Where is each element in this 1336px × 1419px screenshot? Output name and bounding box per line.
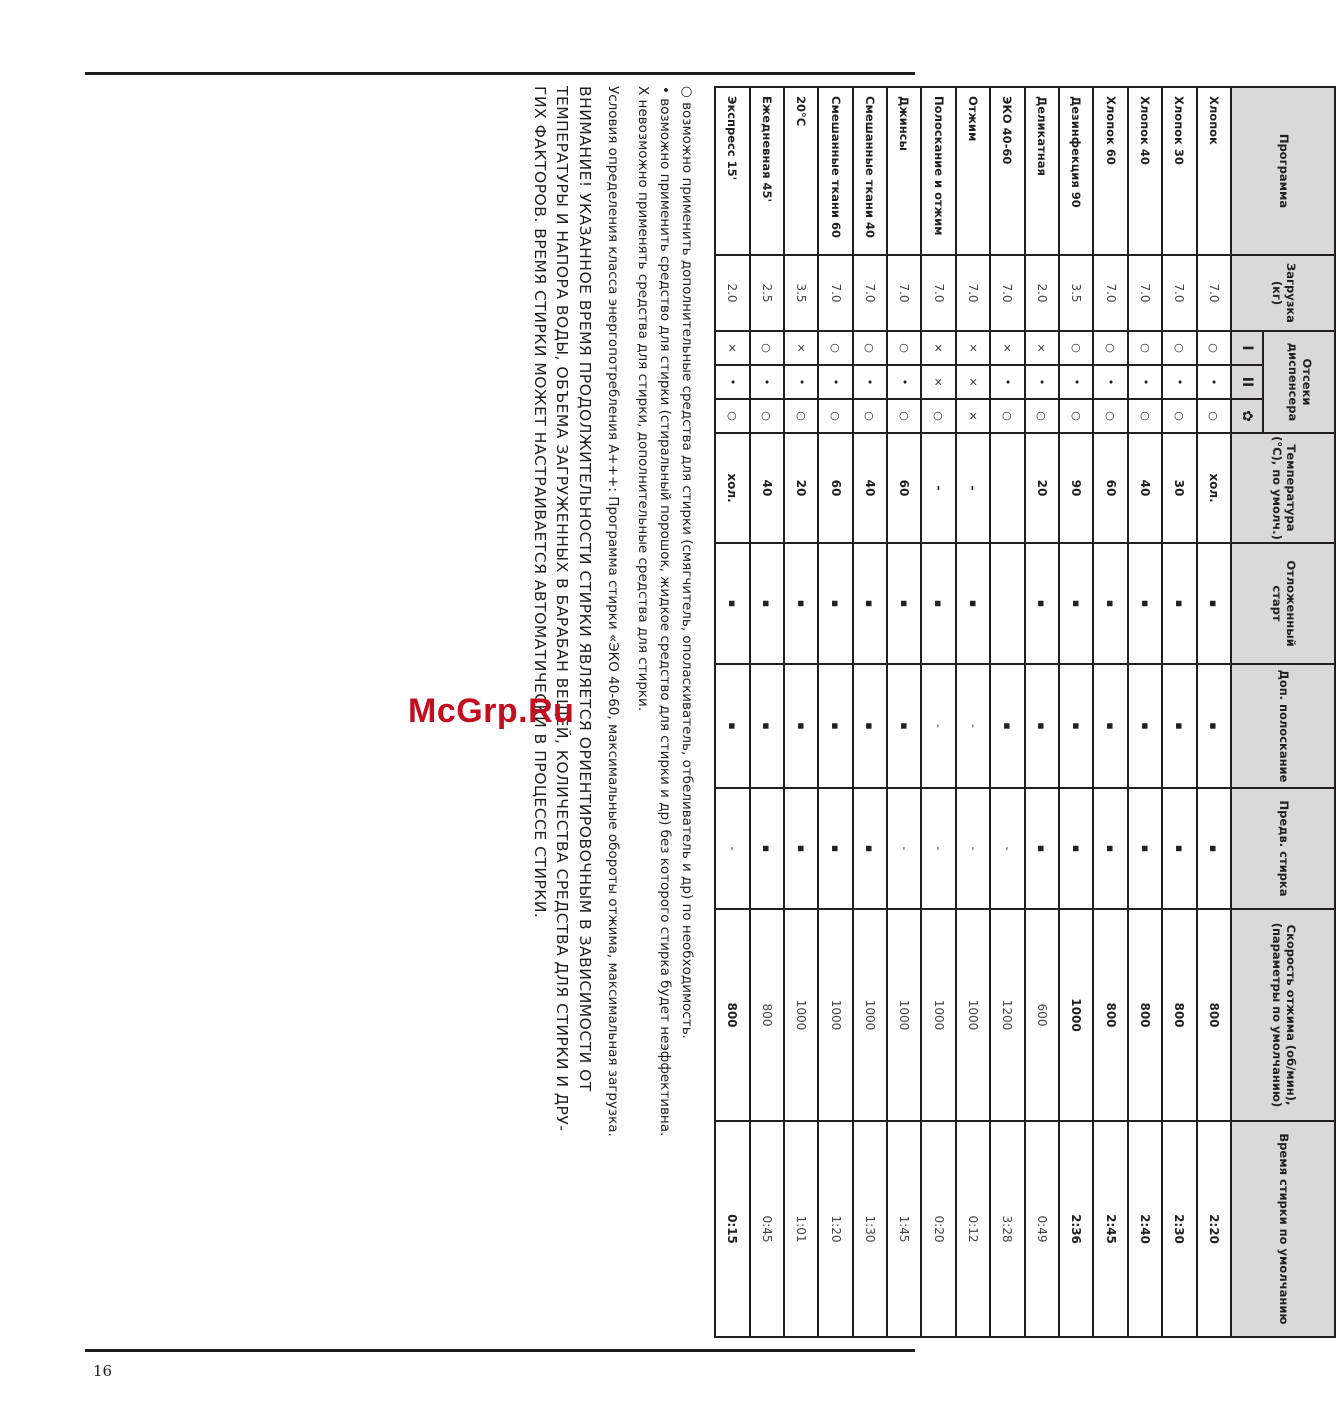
- wash-time-cell: 0:12: [956, 1121, 990, 1337]
- wash-time-cell: 2:40: [1128, 1121, 1162, 1337]
- header-dispenser: Отсеки диспенсера: [1263, 331, 1335, 433]
- extra-rinse-cell: ▪: [1059, 664, 1093, 788]
- program-name-cell: Экспресс 15': [715, 87, 749, 255]
- compartment-3-cell: ○: [1059, 399, 1093, 433]
- compartment-1-cell: ×: [956, 331, 990, 365]
- header-wash-time: Время стирки по умолчанию: [1231, 1121, 1335, 1337]
- prewash-cell: ▪: [853, 788, 887, 909]
- program-name-cell: Отжим: [956, 87, 990, 255]
- table-row: [1093, 87, 1127, 1337]
- rotated-content: [506, 86, 1336, 1336]
- prewash-cell: -: [990, 788, 1024, 909]
- program-name-cell: Хлопок 60: [1093, 87, 1127, 255]
- compartment-2-cell: •: [784, 365, 818, 399]
- compartment-1-cell: ○: [1059, 331, 1093, 365]
- wash-time-cell: 2:30: [1162, 1121, 1196, 1337]
- spin-speed-cell: 1000: [956, 909, 990, 1121]
- compartment-1-cell: ×: [990, 331, 1024, 365]
- spin-speed-cell: 800: [1197, 909, 1231, 1121]
- temperature-cell: 40: [1128, 433, 1162, 543]
- extra-rinse-cell: ▪: [784, 664, 818, 788]
- load-cell: 3.5: [784, 255, 818, 331]
- extra-rinse-cell: ▪: [1197, 664, 1231, 788]
- extra-rinse-cell: ▪: [818, 664, 852, 788]
- wash-time-cell: 0:15: [715, 1121, 749, 1337]
- temperature-cell: 30: [1162, 433, 1196, 543]
- program-name-cell: Хлопок: [1197, 87, 1231, 255]
- wash-time-cell: 2:20: [1197, 1121, 1231, 1337]
- temperature-cell: 60: [818, 433, 852, 543]
- compartment-3-cell: ○: [1128, 399, 1162, 433]
- header-program: Программа: [1231, 87, 1335, 255]
- warning-line: ТЕМПЕРАТУРЫ И НАПОРА ВОДЫ, ОБЪЕМА ЗАГРУЖЕННЫХ В БАРАБАН ВЕЩЕЙ, КОЛИЧЕСТВА СРЕДСТВА ДЛЯ СТИРКИ И ДРУ-: [553, 86, 572, 1132]
- delayed-start-cell: ▪: [1093, 543, 1127, 664]
- temperature-cell: хол.: [1197, 433, 1231, 543]
- compartment-2-cell: •: [1128, 365, 1162, 399]
- header-temperature: Температура (°C), по умолч.): [1231, 433, 1335, 543]
- delayed-start-cell: [990, 543, 1024, 664]
- compartment-2-cell: •: [1093, 365, 1127, 399]
- header-compartment-1: I: [1231, 331, 1263, 365]
- table-row: [784, 87, 818, 1337]
- prewash-cell: ▪: [1059, 788, 1093, 909]
- warning-line: ГИХ ФАКТОРОВ. ВРЕМЯ СТИРКИ МОЖЕТ НАСТРАИВАЕТСЯ АВТОМАТИЧЕСКИ В ПРОЦЕССЕ СТИРКИ.: [531, 86, 549, 919]
- prewash-cell: ▪: [1093, 788, 1127, 909]
- prewash-cell: ▪: [750, 788, 784, 909]
- compartment-3-cell: ○: [784, 399, 818, 433]
- program-name-cell: Деликатная: [1025, 87, 1059, 255]
- delayed-start-cell: ▪: [1128, 543, 1162, 664]
- delayed-start-cell: ▪: [784, 543, 818, 664]
- program-name-cell: Ежедневная 45': [750, 87, 784, 255]
- watermark-text: McGrp.Ru: [408, 692, 575, 730]
- spin-speed-cell: 1000: [921, 909, 955, 1121]
- table-row: [887, 87, 921, 1337]
- wash-time-cell: 3:28: [990, 1121, 1024, 1337]
- temperature-cell: [990, 433, 1024, 543]
- wash-time-cell: 2:45: [1093, 1121, 1127, 1337]
- temperature-cell: 60: [1093, 433, 1127, 543]
- wash-time-cell: 0:20: [921, 1121, 955, 1337]
- legend-optional: ○ возможно применить дополнительные средства для стирки (смягчитель, ополаскиватель, отбеливатель и др) по необходимость.: [679, 86, 695, 1039]
- table-row: [956, 87, 990, 1337]
- prewash-cell: -: [921, 788, 955, 909]
- load-cell: 2.0: [1025, 255, 1059, 331]
- program-name-cell: ЭКО 40-60: [990, 87, 1024, 255]
- load-cell: 7.0: [1197, 255, 1231, 331]
- extra-rinse-cell: ▪: [1128, 664, 1162, 788]
- spin-speed-cell: 1000: [887, 909, 921, 1121]
- prewash-cell: ▪: [818, 788, 852, 909]
- compartment-1-cell: ×: [1025, 331, 1059, 365]
- compartment-1-cell: ×: [921, 331, 955, 365]
- spin-speed-cell: 800: [1128, 909, 1162, 1121]
- table-row: [1162, 87, 1196, 1337]
- header-extra-rinse: Доп. полоскание: [1231, 664, 1335, 788]
- wash-time-cell: 1:45: [887, 1121, 921, 1337]
- table-row: [853, 87, 887, 1337]
- compartment-1-cell: ○: [1093, 331, 1127, 365]
- table-row: [990, 87, 1024, 1337]
- wash-time-cell: 1:30: [853, 1121, 887, 1337]
- compartment-3-cell: ○: [750, 399, 784, 433]
- compartment-1-cell: ○: [1162, 331, 1196, 365]
- load-cell: 2.5: [750, 255, 784, 331]
- legend-required: • возможно применить средство для стирки (стиральный порошок, жидкое средство для стирки и др) без которого стирка будет неэффективна.: [657, 86, 673, 1137]
- compartment-3-cell: ○: [887, 399, 921, 433]
- compartment-2-cell: •: [818, 365, 852, 399]
- temperature-cell: 20: [1025, 433, 1059, 543]
- compartment-1-cell: ○: [887, 331, 921, 365]
- compartment-1-cell: ○: [818, 331, 852, 365]
- temperature-cell: -: [956, 433, 990, 543]
- load-cell: 7.0: [1093, 255, 1127, 331]
- energy-class-conditions: Условия определения класса энергопотребления А+++: Программа стирки «ЭКО 40-60, максимальные обороты отжима, максимальная загрузка.: [605, 86, 621, 1137]
- compartment-1-cell: ○: [750, 331, 784, 365]
- compartment-2-cell: ×: [921, 365, 955, 399]
- delayed-start-cell: ▪: [956, 543, 990, 664]
- program-name-cell: Дезинфекция 90: [1059, 87, 1093, 255]
- spin-speed-cell: 1000: [818, 909, 852, 1121]
- compartment-2-cell: •: [1197, 365, 1231, 399]
- compartment-2-cell: •: [990, 365, 1024, 399]
- header-compartment-2: II: [1231, 365, 1263, 399]
- spin-speed-cell: 1200: [990, 909, 1024, 1121]
- delayed-start-cell: ▪: [887, 543, 921, 664]
- program-name-cell: Полоскание и отжим: [921, 87, 955, 255]
- table-row: [921, 87, 955, 1337]
- compartment-3-cell: ○: [921, 399, 955, 433]
- spin-speed-cell: 800: [1162, 909, 1196, 1121]
- load-cell: 7.0: [887, 255, 921, 331]
- program-name-cell: Хлопок 40: [1128, 87, 1162, 255]
- compartment-2-cell: •: [853, 365, 887, 399]
- load-cell: 7.0: [818, 255, 852, 331]
- compartment-2-cell: •: [1162, 365, 1196, 399]
- wash-time-cell: 1:01: [784, 1121, 818, 1337]
- spin-speed-cell: 600: [1025, 909, 1059, 1121]
- compartment-1-cell: ×: [715, 331, 749, 365]
- programs-table-body: [715, 87, 1231, 1337]
- load-cell: 7.0: [1162, 255, 1196, 331]
- compartment-3-cell: ○: [1197, 399, 1231, 433]
- prewash-cell: ▪: [1162, 788, 1196, 909]
- extra-rinse-cell: -: [956, 664, 990, 788]
- prewash-cell: -: [956, 788, 990, 909]
- prewash-cell: -: [715, 788, 749, 909]
- programs-table: [714, 86, 1336, 1338]
- extra-rinse-cell: ▪: [715, 664, 749, 788]
- header-delayed-start: Отложенный старт: [1231, 543, 1335, 664]
- page-number: 16: [93, 1362, 113, 1380]
- table-row: [1197, 87, 1231, 1337]
- compartment-1-cell: ×: [784, 331, 818, 365]
- load-cell: 7.0: [853, 255, 887, 331]
- program-name-cell: Смешанные ткани 60: [818, 87, 852, 255]
- top-rule: [85, 72, 915, 75]
- extra-rinse-cell: ▪: [887, 664, 921, 788]
- load-cell: 7.0: [956, 255, 990, 331]
- load-cell: 7.0: [921, 255, 955, 331]
- program-name-cell: 20°C: [784, 87, 818, 255]
- load-cell: 7.0: [990, 255, 1024, 331]
- prewash-cell: ▪: [784, 788, 818, 909]
- spin-speed-cell: 1000: [1059, 909, 1093, 1121]
- bottom-rule: [85, 1349, 915, 1352]
- temperature-cell: хол.: [715, 433, 749, 543]
- program-name-cell: Хлопок 30: [1162, 87, 1196, 255]
- spin-speed-cell: 800: [715, 909, 749, 1121]
- prewash-cell: ▪: [1128, 788, 1162, 909]
- delayed-start-cell: ▪: [750, 543, 784, 664]
- table-row: [1128, 87, 1162, 1337]
- table-row: [818, 87, 852, 1337]
- table-row: [1025, 87, 1059, 1337]
- compartment-3-cell: ○: [818, 399, 852, 433]
- prewash-cell: ▪: [1197, 788, 1231, 909]
- temperature-cell: 20: [784, 433, 818, 543]
- compartment-2-cell: •: [750, 365, 784, 399]
- delayed-start-cell: ▪: [715, 543, 749, 664]
- table-row: [1059, 87, 1093, 1337]
- spin-speed-cell: 800: [750, 909, 784, 1121]
- header-load: Загрузка (кг): [1231, 255, 1335, 331]
- temperature-cell: 40: [750, 433, 784, 543]
- extra-rinse-cell: ▪: [750, 664, 784, 788]
- compartment-1-cell: ○: [853, 331, 887, 365]
- wash-time-cell: 0:49: [1025, 1121, 1059, 1337]
- delayed-start-cell: ▪: [818, 543, 852, 664]
- delayed-start-cell: ▪: [853, 543, 887, 664]
- load-cell: 7.0: [1128, 255, 1162, 331]
- temperature-cell: 40: [853, 433, 887, 543]
- compartment-2-cell: •: [1059, 365, 1093, 399]
- extra-rinse-cell: ▪: [853, 664, 887, 788]
- compartment-3-cell: ○: [1025, 399, 1059, 433]
- delayed-start-cell: ▪: [1025, 543, 1059, 664]
- compartment-3-cell: ○: [1093, 399, 1127, 433]
- temperature-cell: 90: [1059, 433, 1093, 543]
- program-name-cell: Джинсы: [887, 87, 921, 255]
- compartment-1-cell: ○: [1128, 331, 1162, 365]
- wash-time-cell: 0:45: [750, 1121, 784, 1337]
- extra-rinse-cell: ▪: [990, 664, 1024, 788]
- extra-rinse-cell: -: [921, 664, 955, 788]
- extra-rinse-cell: ▪: [1162, 664, 1196, 788]
- compartment-2-cell: •: [1025, 365, 1059, 399]
- compartment-3-cell: ○: [1162, 399, 1196, 433]
- wash-time-cell: 1:20: [818, 1121, 852, 1337]
- table-row: [715, 87, 749, 1337]
- delayed-start-cell: ▪: [1197, 543, 1231, 664]
- delayed-start-cell: ▪: [1162, 543, 1196, 664]
- header-spin-speed: Скорость отжима (об/мин), (параметры по умолчанию): [1231, 909, 1335, 1121]
- header-prewash: Предв. стирка: [1231, 788, 1335, 909]
- load-cell: 3.5: [1059, 255, 1093, 331]
- extra-rinse-cell: ▪: [1025, 664, 1059, 788]
- compartment-2-cell: •: [887, 365, 921, 399]
- load-cell: 2.0: [715, 255, 749, 331]
- legend-forbidden: Х невозможно применять средства для стирки, дополнительные средства для стирки.: [635, 86, 651, 712]
- softener-flower-icon: ✿: [1231, 399, 1263, 433]
- compartment-3-cell: ○: [990, 399, 1024, 433]
- temperature-cell: 60: [887, 433, 921, 543]
- compartment-3-cell: ○: [853, 399, 887, 433]
- compartment-3-cell: ○: [715, 399, 749, 433]
- extra-rinse-cell: ▪: [1093, 664, 1127, 788]
- prewash-cell: -: [887, 788, 921, 909]
- delayed-start-cell: ▪: [921, 543, 955, 664]
- delayed-start-cell: ▪: [1059, 543, 1093, 664]
- prewash-cell: ▪: [1025, 788, 1059, 909]
- compartment-2-cell: •: [715, 365, 749, 399]
- spin-speed-cell: 1000: [784, 909, 818, 1121]
- table-row: [750, 87, 784, 1337]
- spin-speed-cell: 800: [1093, 909, 1127, 1121]
- spin-speed-cell: 1000: [853, 909, 887, 1121]
- program-name-cell: Смешанные ткани 40: [853, 87, 887, 255]
- wash-time-cell: 2:36: [1059, 1121, 1093, 1337]
- warning-line: ВНИМАНИЕ! УКАЗАННОЕ ВРЕМЯ ПРОДОЛЖИТЕЛЬНОСТИ СТИРКИ ЯВЛЯЕТСЯ ОРИЕНТИРОВОЧНЫМ В ЗАВИСИМОСТИ ОТ: [576, 86, 594, 1092]
- compartment-3-cell: ×: [956, 399, 990, 433]
- compartment-2-cell: ×: [956, 365, 990, 399]
- temperature-cell: -: [921, 433, 955, 543]
- compartment-1-cell: ○: [1197, 331, 1231, 365]
